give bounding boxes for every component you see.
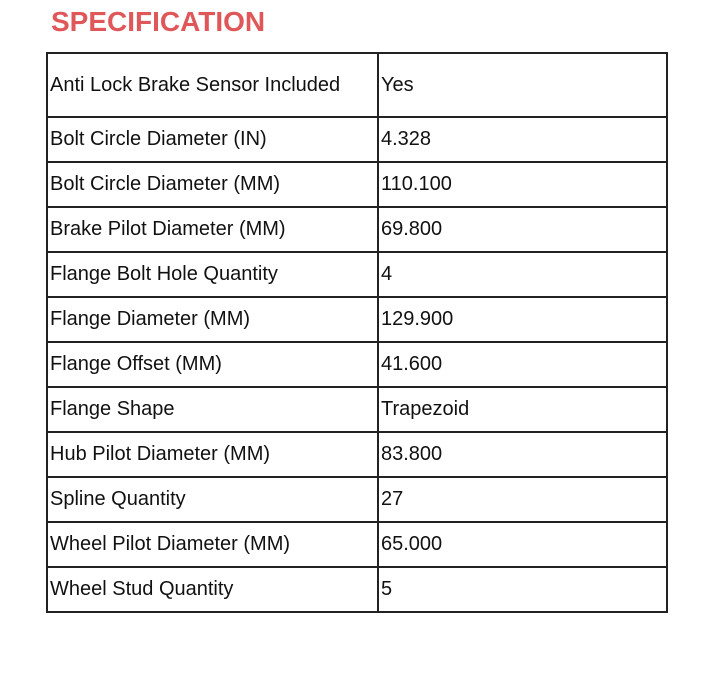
table-row: [47, 162, 667, 207]
spec-label: Spline Quantity: [47, 477, 378, 522]
spec-value: 65.000: [378, 522, 667, 567]
spec-value: 110.100: [378, 162, 667, 207]
specification-table: [46, 52, 668, 613]
spec-label: Wheel Stud Quantity: [47, 567, 378, 612]
spec-value: 5: [378, 567, 667, 612]
spec-value: Trapezoid: [378, 387, 667, 432]
spec-value: Yes: [378, 53, 667, 117]
spec-label: Anti Lock Brake Sensor Included: [47, 53, 378, 117]
spec-label: Flange Bolt Hole Quantity: [47, 252, 378, 297]
spec-label: Bolt Circle Diameter (IN): [47, 117, 378, 162]
table-row: [47, 432, 667, 477]
table-row: [47, 53, 667, 117]
spec-value: 129.900: [378, 297, 667, 342]
spec-value: 4: [378, 252, 667, 297]
spec-label: Brake Pilot Diameter (MM): [47, 207, 378, 252]
table-row: [47, 477, 667, 522]
table-row: [47, 387, 667, 432]
spec-label: Hub Pilot Diameter (MM): [47, 432, 378, 477]
spec-label: Flange Offset (MM): [47, 342, 378, 387]
table-row: [47, 522, 667, 567]
page-title: SPECIFICATION: [51, 6, 266, 37]
spec-value: 41.600: [378, 342, 667, 387]
table-row: [47, 207, 667, 252]
spec-label: Flange Diameter (MM): [47, 297, 378, 342]
table-row: [47, 252, 667, 297]
spec-value: 27: [378, 477, 667, 522]
spec-label: Wheel Pilot Diameter (MM): [47, 522, 378, 567]
spec-value: 4.328: [378, 117, 667, 162]
spec-value: 69.800: [378, 207, 667, 252]
table-row: [47, 342, 667, 387]
spec-label: Bolt Circle Diameter (MM): [47, 162, 378, 207]
spec-label: Flange Shape: [47, 387, 378, 432]
table-row: [47, 297, 667, 342]
table-row: [47, 567, 667, 612]
table-row: [47, 117, 667, 162]
spec-value: 83.800: [378, 432, 667, 477]
